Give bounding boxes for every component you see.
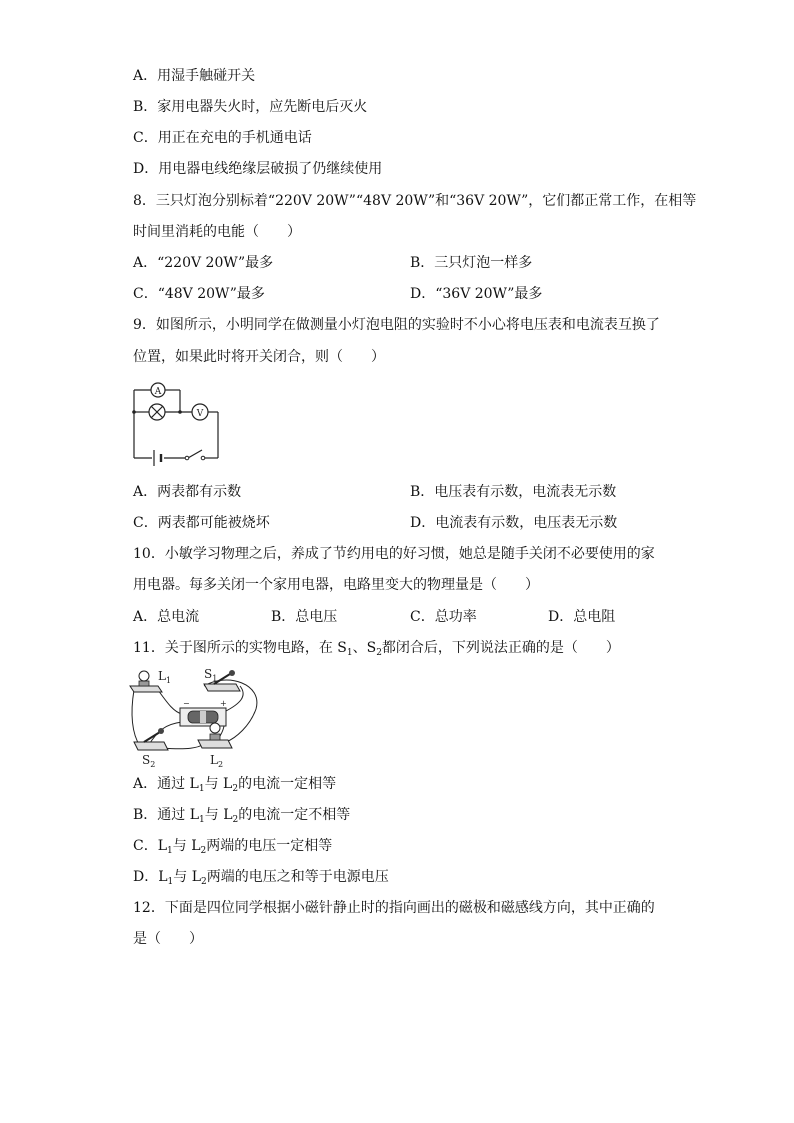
q10-option-c: C．总功率 (410, 609, 477, 625)
svg-text:+: + (220, 699, 227, 708)
label-l2: $L_2$ (210, 753, 224, 769)
battery-holder-icon (180, 699, 227, 726)
q9-stem-line1: 9．如图所示，小明同学在做测量小灯泡电阻的实验时不小心将电压表和电流表互换了 (133, 317, 660, 333)
q9-circuit-diagram (130, 378, 225, 468)
q9-stem-line2: 位置，如果此时将开关闭合，则（ ） (133, 349, 385, 365)
q8-option-d: D．“36V 20W”最多 (410, 286, 543, 302)
q11-stem: 11．关于图所示的实物电路，在 $S_1$、$S_2$都闭合后，下列说法正确的是（ ） (133, 640, 620, 658)
q11-option-c: C．$L_1$与 $L_2$两端的电压一定相等 (133, 838, 333, 856)
q9-option-c: C．两表都可能被烧坏 (133, 515, 270, 531)
battery-icon (154, 450, 161, 466)
lamp-icon (149, 404, 165, 420)
voltmeter-label: V (196, 409, 204, 419)
q10-stem-line2: 用电器。每多关闭一个家用电器，电路里变大的物理量是（ ） (133, 577, 539, 593)
label-s1: $S_1$ (204, 667, 218, 683)
q10-option-b: B．总电压 (271, 609, 338, 625)
q11-option-a: A．通过 $L_1$与 $L_2$的电流一定相等 (133, 776, 337, 794)
q12-stem-line1: 12．下面是四位同学根据小磁针静止时的指向画出的磁极和磁感线方向，其中正确的 (133, 900, 655, 916)
q10-stem-line1: 10．小敏学习物理之后，养成了节约用电的好习惯，她总是随手关闭不必要使用的家 (133, 546, 655, 562)
switch-icon (185, 456, 189, 460)
q8-option-c: C．“48V 20W”最多 (133, 286, 265, 302)
label-l1: $L_1$ (158, 669, 172, 685)
q8-stem-line1: 8．三只灯泡分别标着“220V 20W”“48V 20W”和“36V 20W”，它们都正常工作，在相等 (133, 193, 697, 209)
q7-option-b: B．家用电器失火时，应先断电后灭火 (133, 99, 368, 115)
junction-dot (178, 410, 182, 414)
q8-option-a: A．“220V 20W”最多 (133, 255, 274, 271)
q7-option-a: A．用湿手触碰开关 (133, 68, 256, 84)
q9-option-a: A．两表都有示数 (133, 484, 242, 500)
switch-contact (201, 456, 205, 460)
q11-physical-circuit-figure (128, 664, 268, 769)
q11-option-d: D．$L_1$与 $L_2$两端的电压之和等于电源电压 (133, 869, 389, 887)
q10-option-a: A．总电流 (133, 609, 200, 625)
q7-option-c: C．用正在充电的手机通电话 (133, 130, 312, 146)
junction-dot (132, 410, 136, 414)
q9-option-d: D．电流表有示数，电压表无示数 (410, 515, 618, 531)
svg-text:−: − (183, 699, 190, 708)
ammeter-label: A (154, 387, 162, 397)
q11-option-b: B．通过 $L_1$与 $L_2$的电流一定不相等 (133, 807, 351, 825)
switch-s2-icon (134, 728, 168, 750)
q9-option-b: B．电压表有示数，电流表无示数 (410, 484, 617, 500)
label-s2: $S_2$ (142, 753, 156, 769)
q8-stem-line2: 时间里消耗的电能（ ） (133, 224, 301, 240)
q8-option-b: B．三只灯泡一样多 (410, 255, 533, 271)
q12-stem-line2: 是（ ） (133, 931, 203, 947)
q10-option-d: D．总电阻 (548, 609, 616, 625)
lamp-l2-icon (198, 723, 232, 748)
q7-option-d: D．用电器电线绝缘层破损了仍继续使用 (133, 161, 383, 177)
